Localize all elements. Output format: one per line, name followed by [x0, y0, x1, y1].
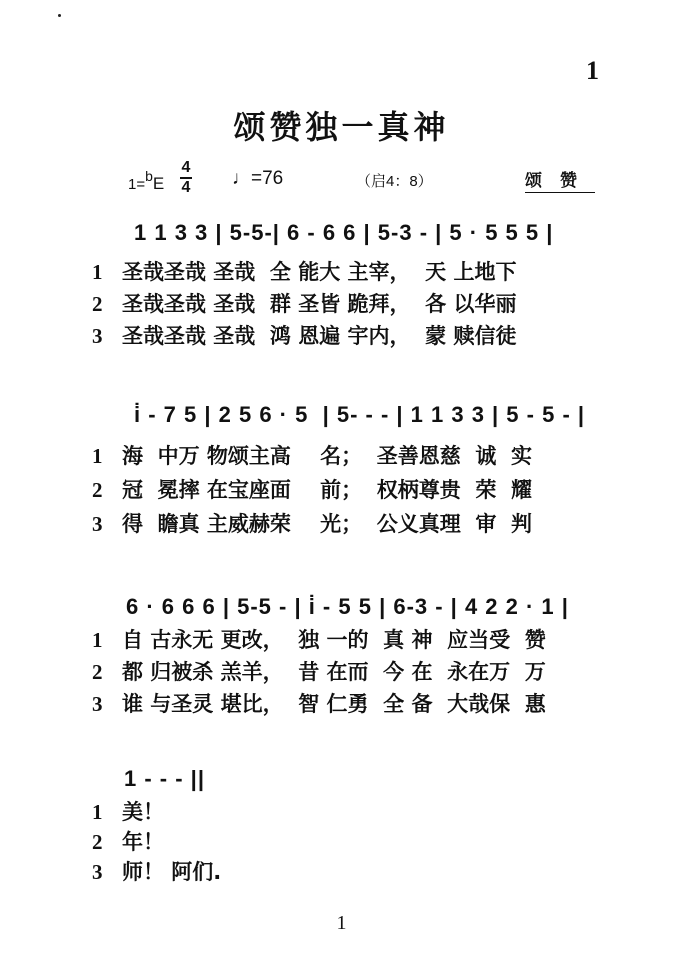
hymn-meta	[0, 160, 683, 200]
page-number-bottom: 1	[336, 912, 347, 934]
system-1-notes: 1 1 3 3 | 5-5-| 6 - 6 6 | 5-3 - | 5 · 5 5 5 |	[134, 220, 554, 245]
system-4-verse-1: 1 美！	[92, 800, 164, 824]
system-4-verse-3: 3 师！ 阿们.	[92, 860, 222, 884]
system-4-notes: 1 - - - ||	[124, 766, 205, 791]
scripture-reference: （启4：8）	[356, 173, 433, 190]
key-signature	[128, 170, 164, 194]
time-signature	[180, 160, 192, 196]
system-3-notes: 6 · 6 6 6 | 5-5 - | i̇ - 5 5 | 6-3 - | 4 2 2 · 1 |	[126, 594, 569, 619]
tempo-mark: ♩=76	[232, 168, 284, 189]
system-2-verse-3: 3 得 瞻真 主威赫荣 光； 公义真理 审 判	[92, 512, 533, 536]
system-1-verse-1: 1 圣哉圣哉 圣哉 全 能大 主宰， 天 上地下	[92, 260, 517, 284]
system-3-verse-2: 2 都 归被杀 羔羊， 昔 在而 今 在 永在万 万	[92, 660, 546, 684]
hymn-genre: 颂赞	[525, 166, 595, 193]
system-3-verse-3: 3 谁 与圣灵 堪比， 智 仁勇 全 备 大哉保 惠	[92, 692, 546, 716]
key-prefix: 1=	[128, 176, 146, 193]
system-4-verse-2: 2 年！	[92, 830, 164, 854]
system-2-notes: i̇ - 7 5 | 2 5 6 · 5 | 5- - - | 1 1 3 3 | 5 - 5 - |	[134, 402, 586, 427]
time-top: 4	[181, 159, 191, 176]
page-number-top: 1	[586, 56, 599, 85]
system-2-verse-2: 2 冠 冕摔 在宝座面 前； 权柄尊贵 荣 耀	[92, 478, 533, 502]
key-note: E	[152, 174, 165, 193]
hymn-title: 颂赞独一真神	[233, 108, 450, 146]
time-bottom: 4	[181, 179, 191, 196]
scan-speck	[58, 14, 61, 17]
key-flat: b	[145, 168, 153, 184]
system-1-verse-3: 3 圣哉圣哉 圣哉 鸿 恩遍 宇内， 蒙 赎信徒	[92, 324, 517, 348]
system-1-verse-2: 2 圣哉圣哉 圣哉 群 圣皆 跪拜， 各 以华丽	[92, 292, 517, 316]
system-3-verse-1: 1 自 古永无 更改， 独 一的 真 神 应当受 赞	[92, 628, 546, 652]
system-2-verse-1: 1 海 中万 物颂主高 名； 圣善恩慈 诚 实	[92, 444, 533, 468]
